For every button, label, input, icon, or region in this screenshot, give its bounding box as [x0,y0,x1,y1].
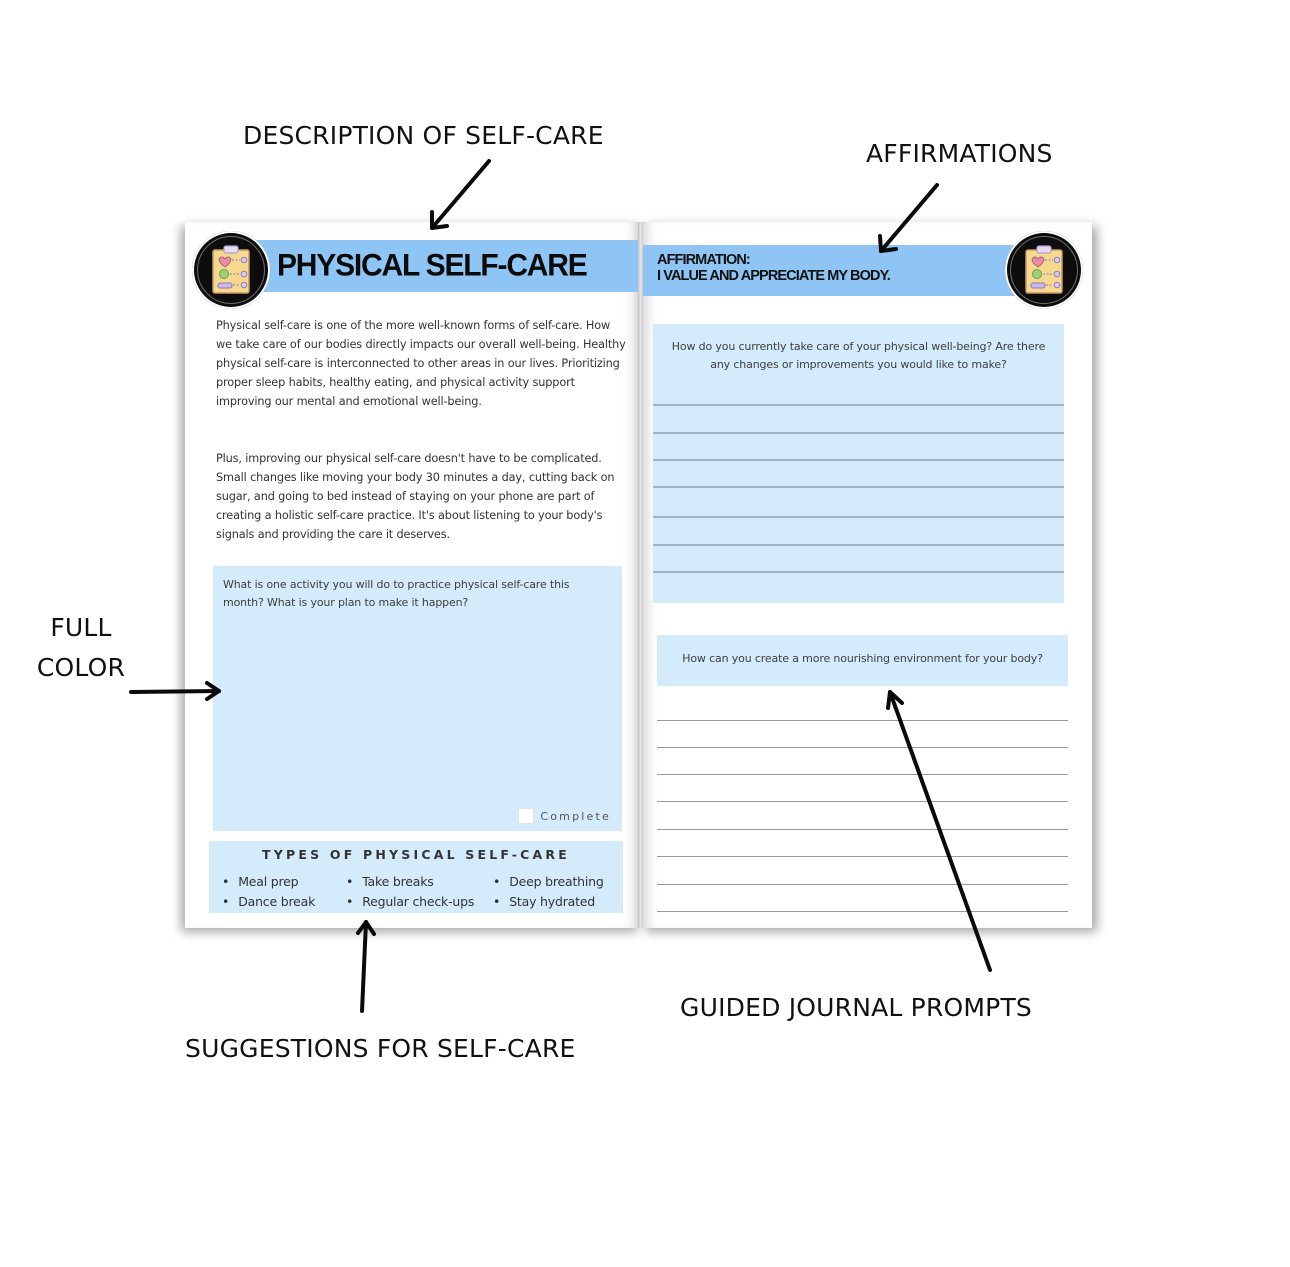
callout-guided-prompts: GUIDED JOURNAL PROMPTS [680,993,1032,1022]
journal-prompt-2-text: How can you create a more nourishing environment for your body? [682,652,1043,665]
clipboard-icon-graphic [1024,245,1064,295]
complete-checkbox[interactable] [518,808,534,824]
journal-prompt-1-text: How do you currently take care of your physical well-being? Are there any changes or improvements you would like to make? [671,340,1046,371]
types-item: • Stay hydrated [493,892,604,912]
journal-prompt-2-box [657,635,1068,686]
callout-full-color-line2: COLOR [36,653,126,682]
types-item: • Take breaks [346,872,474,892]
writing-line[interactable] [653,571,1064,573]
writing-line[interactable] [653,516,1064,518]
writing-line[interactable] [657,856,1068,857]
writing-line[interactable] [653,459,1064,461]
writing-line[interactable] [657,911,1068,912]
types-item: • Regular check-ups [346,892,474,912]
callout-affirmations: AFFIRMATIONS [866,139,1053,168]
types-item: • Deep breathing [493,872,604,892]
callout-suggestions: SUGGESTIONS FOR SELF-CARE [185,1034,576,1063]
writing-line[interactable] [657,747,1068,748]
title-banner [245,240,641,292]
writing-line[interactable] [657,801,1068,802]
types-item: • Dance break [222,892,315,912]
callout-description: DESCRIPTION OF SELF-CARE [243,121,604,150]
types-item: • Meal prep [222,872,315,892]
journal-prompt-1-box[interactable] [653,324,1064,603]
writing-line[interactable] [653,432,1064,434]
arrow-suggestions-icon [358,922,374,1011]
writing-line[interactable] [653,486,1064,488]
affirmation-banner [643,245,1043,296]
writing-line[interactable] [657,774,1068,775]
arrow-description-icon [432,161,489,228]
types-column-2 [346,872,474,912]
clipboard-icon-graphic [211,245,251,295]
affirmation-label: AFFIRMATION: [657,252,750,268]
types-box [209,841,623,913]
affirmation-text: I VALUE AND APPRECIATE MY BODY. [657,268,890,284]
writing-line[interactable] [657,720,1068,721]
writing-line[interactable] [657,884,1068,885]
callout-full-color-line1: FULL [50,613,112,642]
complete-toggle[interactable] [518,808,611,824]
book-spine [638,222,643,928]
description-paragraph-2: Plus, improving our physical self-care doesn't have to be complicated. Small changes like moving your body 30 minutes a day, cutting back on sugar, and going to bed instead of staying on your phone are part of creating a holistic self-care practice. It's about listening to your body's signals and providing the care it deserves. [216,452,615,542]
activity-prompt-box[interactable] [213,566,622,831]
description-paragraph-1: Physical self-care is one of the more well-known forms of self-care. How we take care of our bodies directly impacts our overall well-being. Healthy physical self-care is interconnected to other areas in our lives. Prioritizing proper sleep habits, healthy eating, and physical activity support improving our mental and emotional well-being. [216,319,626,409]
clipboard-checklist-icon [192,231,270,309]
callout-full-color [30,608,132,688]
writing-line[interactable] [653,544,1064,546]
types-column-1 [222,872,315,912]
writing-line[interactable] [657,829,1068,830]
page-title: PHYSICAL SELF-CARE [277,248,587,283]
writing-line[interactable] [653,404,1064,406]
types-column-3 [493,872,604,912]
activity-prompt-text: What is one activity you will do to practice physical self-care this month? What is your plan to make it happen? [223,578,570,609]
clipboard-checklist-icon [1005,231,1083,309]
complete-label: Complete [540,809,611,823]
types-title: TYPES OF PHYSICAL SELF-CARE [262,847,570,862]
